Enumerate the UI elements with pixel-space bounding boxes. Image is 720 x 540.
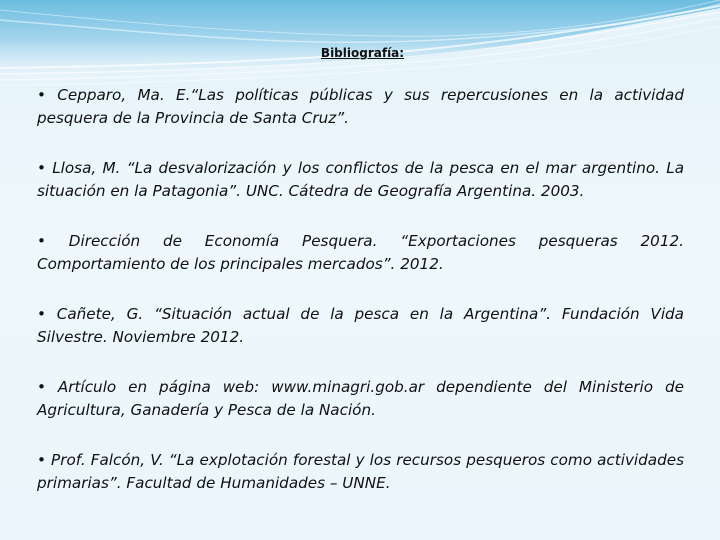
reference-item: • Prof. Falcón, V. “La explotación forestal y los recursos pesqueros como actividades primarias”. Facultad de Humanidades – UNNE.	[37, 451, 684, 492]
reference-item: • Cepparo, Ma. E.“Las políticas públicas y sus repercusiones en la actividad pesquera de la Provincia de Santa Cruz”.	[37, 86, 684, 127]
reference-item: • Llosa, M. “La desvalorización y los conflictos de la pesca en el mar argentino. La situación en la Patagonia”. UNC. Cátedra de Geografía Argentina. 2003.	[37, 159, 684, 200]
reference-item: • Artículo en página web: www.minagri.gob.ar dependiente del Ministerio de Agricultura, Ganadería y Pesca de la Nación.	[37, 378, 684, 419]
reference-item: • Dirección de Economía Pesquera. “Exportaciones pesqueras 2012. Comportamiento de los principales mercados”. 2012.	[37, 232, 684, 273]
page-title: Bibliografía:	[320, 46, 405, 60]
reference-list	[37, 84, 684, 522]
reference-item: • Cañete, G. “Situación actual de la pesca en la Argentina”. Fundación Vida Silvestre. Noviembre 2012.	[37, 305, 684, 346]
